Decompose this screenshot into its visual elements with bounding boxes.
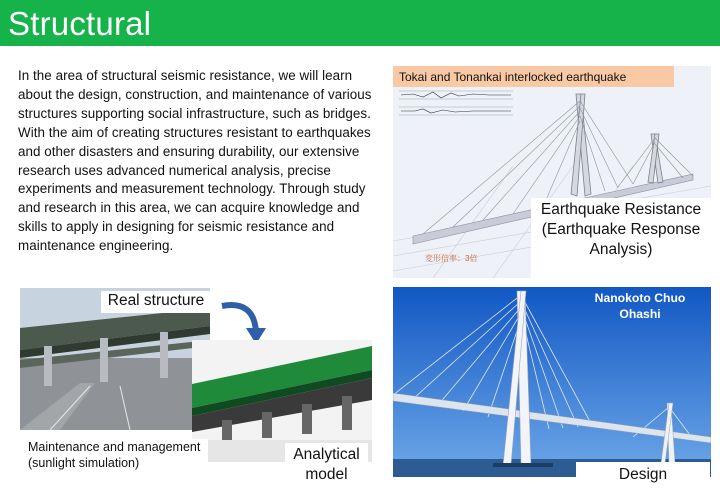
intro-paragraph: In the area of structural seismic resistance, we will learn about the design, construction, and maintenance of various structures supporting social infrastructure, such as bridges. With the aim of creating structures resistant to earthquakes and other disasters and ensuring durability, our extensive research uses advanced numerical analysis, precise experiments and measurement technology. Through study and research in this area, we can acquire knowledge and skills to apply in designing for seismic resistance and maintenance engineering. [18, 68, 372, 254]
real-structure-label: Real structure [101, 291, 211, 313]
deformation-scale-note: 変形倍率：3倍 [425, 254, 478, 263]
earthquake-banner: Tokai and Tonankai interlocked earthquake [393, 66, 674, 87]
curved-arrow-icon [218, 296, 268, 346]
bridge-name: Nanokoto Chuo Ohashi [594, 291, 686, 321]
header-bar [0, 0, 720, 46]
earthquake-resistance-label: Earthquake Resistance (Earthquake Response Analysis) [531, 198, 711, 282]
page-title: Structural [8, 5, 152, 42]
analytical-model-label: Analytical model [285, 443, 368, 489]
maintenance-caption: Maintenance and management (sunlight simulation) [28, 439, 208, 471]
design-label: Design [576, 462, 710, 489]
